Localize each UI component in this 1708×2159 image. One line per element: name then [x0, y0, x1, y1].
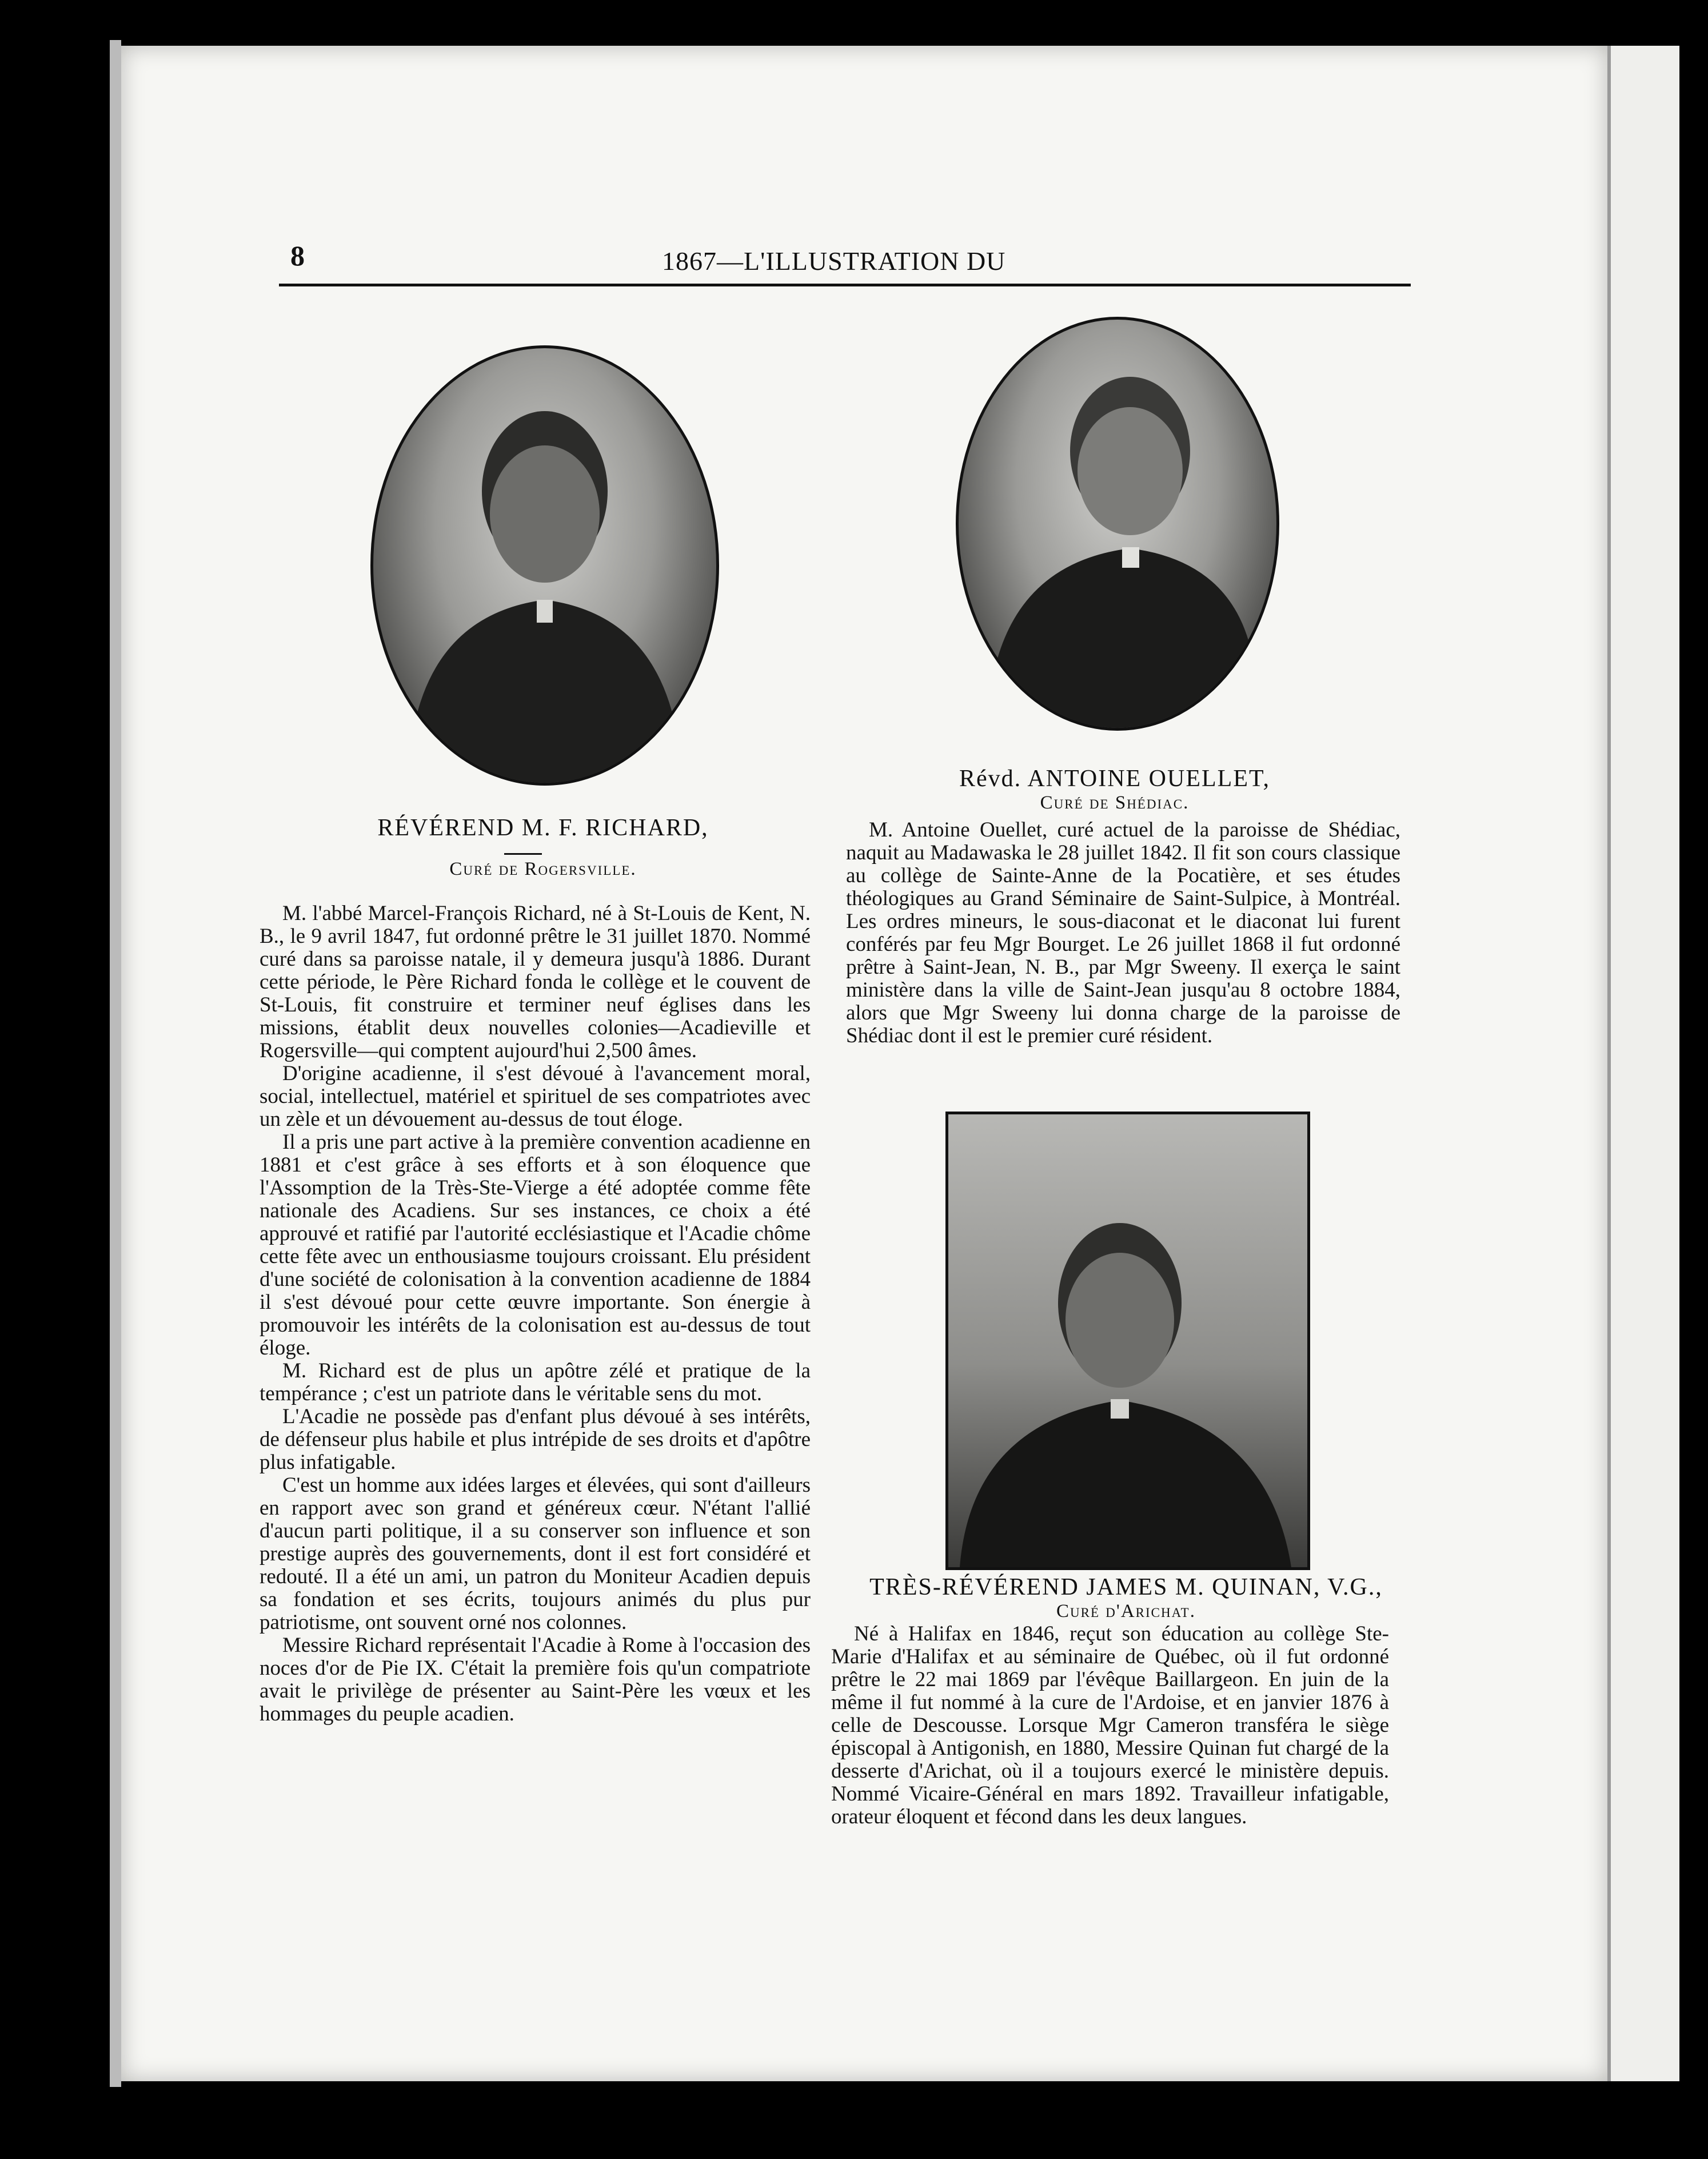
- portrait-quinan-photo: [945, 1112, 1310, 1570]
- ouellet-article-body: [846, 819, 1400, 1047]
- running-head: 1867—L'ILLUSTRATION DU: [662, 246, 1006, 276]
- article-paragraph: Né à Halifax en 1846, reçut son éducation au collège Ste-Marie d'Halifax et au séminaire de Québec, où il fut ordonné prêtre le 22 mai 1869 par l'évêque Baillargeon. En juin de la même il fut nommé à la cure de l'Ardoise, et en janvier 1876 à celle de Descousse. Lorsque Mgr Cameron transféra le siège épiscopal à Antigonish, en 1880, Messire Quinan fut chargé de la desserte d'Arichat, où il a toujours exercé le ministère depuis. Nommé Vicaire-Général en mars 1892. Travailleur infatigable, orateur éloquent et fécond dans les deux langues.: [831, 1622, 1389, 1829]
- quinan-article-body: [831, 1623, 1389, 1829]
- quinan-caption-subtitle: Curé d'Arichat.: [1056, 1601, 1196, 1622]
- article-paragraph: Il a pris une part active à la première convention acadienne en 1881 et c'est grâce à ses efforts et à son éloquence que l'Assomption de la Très-Ste-Vierge a été adoptée comme fête nationale des Acadiens. Sur ses instances, ce choix a été approuvé et ratifié par l'autorité ecclésiastique et l'Acadie chôme cette fête avec un enthousiasme toujours croissant. Elu président d'une société de colonisation à la convention acadienne de 1884 il s'est dévoué pour cette œuvre importante. Son énergie à promouvoir les intérêts de la colonisation est au-dessus de tout éloge.: [260, 1130, 811, 1360]
- article-paragraph: M. Antoine Ouellet, curé actuel de la paroisse de Shédiac, naquit au Madawaska le 28 juillet 1842. Il fit son cours classique au collège de Sainte-Anne de la Pocatière, et ses études théologiques au Grand Séminaire de Saint-Sulpice, à Montréal. Les ordres mineurs, le sous-diaconat et le diaconat lui furent conférés par feu Mgr Bourget. Le 26 juillet 1868 il fut ordonné prêtre à Saint-Jean, N. B., par Mgr Sweeny. Il exerça le saint ministère dans la ville de Saint-Jean jusqu'au 8 octobre 1884, alors que Mgr Sweeny lui donna charge de la paroisse de Shédiac dont il est le premier curé résident.: [846, 818, 1400, 1047]
- article-paragraph: L'Acadie ne possède pas d'enfant plus dévoué à ses intérêts, de défenseur plus habile et plus intrépide de ses droits et d'apôtre plus infatigable.: [260, 1405, 811, 1474]
- richard-caption-subtitle: Curé de Rogersville.: [449, 859, 637, 879]
- header-rule: [279, 284, 1411, 286]
- article-paragraph: Messire Richard représentait l'Acadie à Rome à l'occasion des noces d'or de Pie IX. C'était la première fois qu'un compatriote avait le privilège de présenter au Saint-Père les vœux et les hommages du peuple acadien.: [260, 1634, 811, 1726]
- portrait-ouellet-photo: [956, 317, 1279, 731]
- page-number: 8: [290, 240, 305, 272]
- caption-divider: [504, 853, 542, 855]
- richard-article-body: [260, 902, 811, 1726]
- article-paragraph: M. Richard est de plus un apôtre zélé et pratique de la tempérance ; c'est un patriote dans le véritable sens du mot.: [260, 1359, 811, 1405]
- ouellet-caption-subtitle: Curé de Shédiac.: [1040, 792, 1190, 813]
- portrait-richard-photo: [370, 345, 719, 786]
- ouellet-caption-name: Révd. ANTOINE OUELLET,: [959, 766, 1271, 792]
- article-paragraph: C'est un homme aux idées larges et élevées, qui sont d'ailleurs en rapport avec son grand et généreux cœur. N'étant l'allié d'aucun parti politique, il a su conserver son influence et son prestige auprès des gouvernements, dont il est fort considéré et redouté. Il a été un ami, un patron du Moniteur Acadien depuis sa fondation et ses écrits, toujours animés du plus pur patriotisme, ont souvent orné nos colonnes.: [260, 1473, 811, 1634]
- richard-caption-name: RÉVÉREND M. F. RICHARD,: [377, 815, 709, 841]
- quinan-caption-name: TRÈS-RÉVÉREND JAMES M. QUINAN, V.G.,: [869, 1574, 1383, 1600]
- adjacent-page-edge: [1607, 46, 1679, 2081]
- page-edge-left: [110, 40, 121, 2087]
- article-paragraph: M. l'abbé Marcel-François Richard, né à St-Louis de Kent, N. B., le 9 avril 1847, fut ordonné prêtre le 31 juillet 1870. Nommé curé dans sa paroisse natale, il y demeura jusqu'à 1886. Durant cette période, le Père Richard fonda le collège et le couvent de St-Louis, fit construire et terminer neuf églises dans les missions, établit deux nouvelles colonies—Acadieville et Rogersville—qui comptent aujourd'hui 2,500 âmes.: [260, 902, 811, 1062]
- article-paragraph: D'origine acadienne, il s'est dévoué à l'avancement moral, social, intellectuel, matériel et spirituel de ses compatriotes avec un zèle et un dévouement au-dessus de tout éloge.: [260, 1062, 811, 1131]
